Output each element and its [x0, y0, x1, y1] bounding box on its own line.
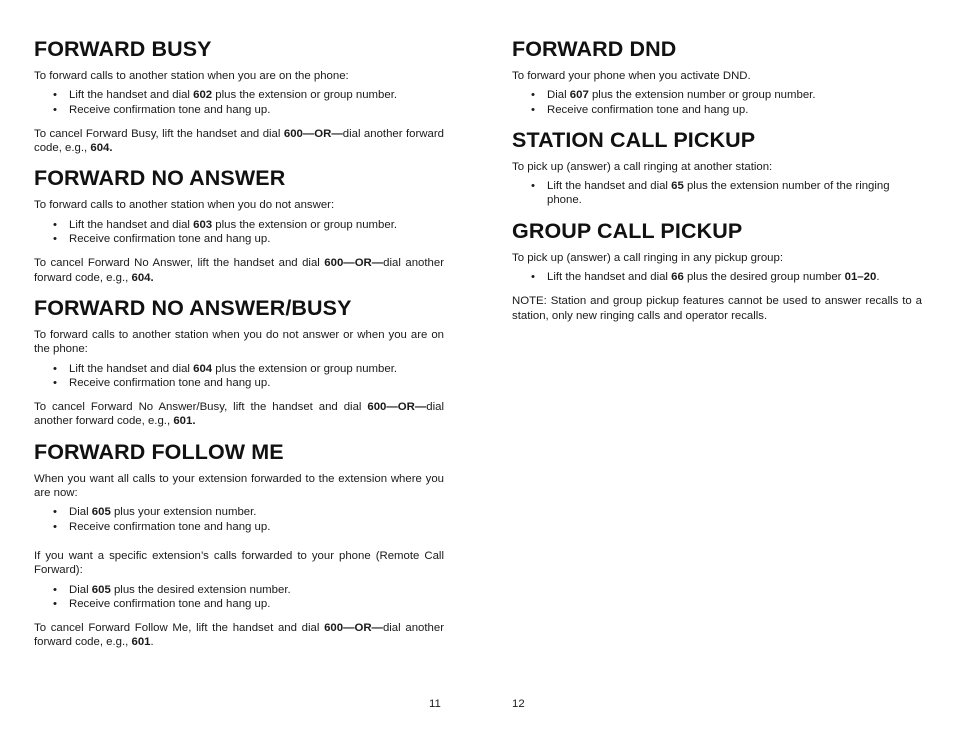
list-item: • Lift the handset and dial 604 plus the extension or group number.	[34, 362, 444, 376]
forward-no-answer-busy-cancel: To cancel Forward No Answer/Busy, lift the handset and dial 600—OR—dial another forward code, e.g., 601.	[34, 401, 444, 428]
heading-station-call-pickup: STATION CALL PICKUP	[512, 127, 756, 152]
list-item: • Dial 605 plus your extension number.	[34, 505, 444, 519]
forward-follow-me-steps	[34, 505, 444, 534]
list-item: • Lift the handset and dial 603 plus the extension or group number.	[34, 218, 444, 232]
heading-forward-no-answer: FORWARD NO ANSWER	[34, 166, 286, 191]
forward-busy-steps	[34, 88, 444, 117]
pickup-note: NOTE: Station and group pickup features cannot be used to answer recalls to a station, only new ringing calls and operator recalls.	[512, 295, 922, 322]
forward-no-answer-busy-steps	[34, 362, 444, 391]
forward-dnd-intro: To forward your phone when you activate DND.	[512, 70, 751, 82]
group-call-pickup-intro: To pick up (answer) a call ringing in any pickup group:	[512, 251, 783, 264]
list-item: • Receive confirmation tone and hang up.	[34, 376, 444, 390]
heading-forward-dnd: FORWARD DND	[512, 37, 677, 61]
forward-no-answer-cancel: To cancel Forward No Answer, lift the handset and dial 600—OR—dial another forward code, e.g., 604.	[34, 257, 444, 284]
forward-no-answer-intro: To forward calls to another station when you do not answer:	[34, 199, 335, 212]
heading-forward-busy: FORWARD BUSY	[34, 37, 212, 61]
page-number-right: 12	[512, 698, 525, 710]
station-call-pickup-intro: To pick up (answer) a call ringing at another station:	[512, 160, 773, 173]
heading-forward-no-answer-busy: FORWARD NO ANSWER/BUSY	[34, 295, 352, 320]
forward-dnd-steps	[512, 88, 922, 117]
list-item: • Lift the handset and dial 65 plus the extension number of the ringing phone.	[512, 179, 922, 208]
list-item: • Lift the handset and dial 602 plus the extension or group number.	[34, 88, 444, 102]
list-item: • Receive confirmation tone and hang up.	[34, 597, 444, 611]
right-page	[512, 36, 922, 323]
station-call-pickup-steps	[512, 179, 922, 208]
list-item: • Dial 605 plus the desired extension number.	[34, 583, 444, 597]
forward-follow-me-cancel: To cancel Forward Follow Me, lift the handset and dial 600—OR—dial another forward code, e.g., 601.	[34, 622, 444, 649]
list-item: • Receive confirmation tone and hang up.	[34, 520, 444, 534]
list-item: • Lift the handset and dial 66 plus the desired group number 01–20.	[512, 270, 922, 284]
page-number-left: 11	[429, 698, 441, 710]
heading-forward-follow-me: FORWARD FOLLOW ME	[34, 439, 284, 464]
heading-group-call-pickup: GROUP CALL PICKUP	[512, 218, 743, 243]
forward-no-answer-busy-intro: To forward calls to another station when you do not answer or when you are on the phone:	[34, 328, 444, 356]
forward-busy-cancel: To cancel Forward Busy, lift the handset and dial 600—OR—dial another forward code, e.g., 604.	[34, 127, 444, 155]
list-item: • Receive confirmation tone and hang up.	[34, 232, 444, 246]
forward-follow-me-intro: When you want all calls to your extension forwarded to the extension where you are now:	[34, 472, 444, 500]
forward-busy-intro: To forward calls to another station when you are on the phone:	[34, 70, 349, 82]
list-item: • Receive confirmation tone and hang up.	[512, 103, 922, 117]
list-item: • Dial 607 plus the extension number or group number.	[512, 88, 922, 102]
left-page	[34, 36, 444, 650]
remote-call-forward-steps	[34, 583, 444, 612]
group-call-pickup-steps	[512, 270, 922, 284]
list-item: • Receive confirmation tone and hang up.	[34, 103, 444, 117]
remote-call-forward-intro: If you want a specific extension’s calls forwarded to your phone (Remote Call Forward):	[34, 549, 444, 577]
forward-no-answer-steps	[34, 218, 444, 247]
